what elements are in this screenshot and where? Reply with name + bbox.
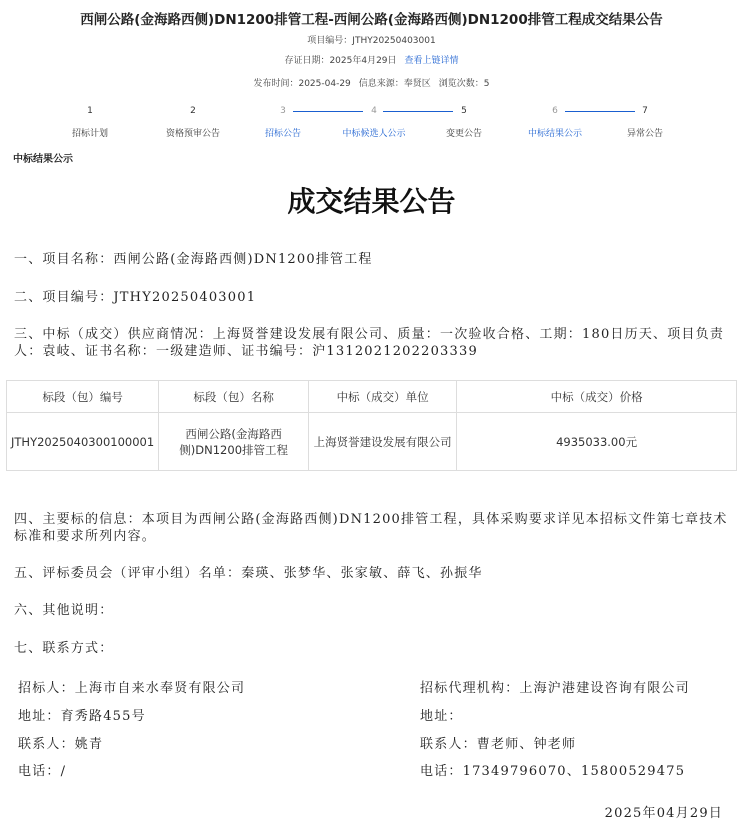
process-steps (0, 104, 743, 144)
table-cell: 西闸公路(金海路西侧)DN1200排管工程 (159, 413, 309, 471)
step-label: 中标结果公示 (527, 129, 582, 139)
step-prequalification[interactable] (148, 104, 238, 139)
table-cell: JTHY2025040300100001 (7, 413, 159, 471)
page-title: 西闸公路(金海路西侧)DN1200排管工程-西闸公路(金海路西侧)DN1200排管工程成交结果公告 (80, 12, 663, 28)
contact-heading: 七、联系方式： (14, 641, 114, 656)
tenderer-name: 招标人：上海市自来水奉贤有限公司 (18, 681, 246, 696)
step-number: 3 (280, 106, 286, 116)
column-header: 中标（成交）价格 (457, 381, 737, 413)
result-table (6, 380, 737, 471)
main-subject-info: 四、主要标的信息：本项目为西闸公路(金海路西侧)DN1200排管工程，具体采购要求详见本招标文件第七章技术标准和要求所列内容。 (14, 512, 728, 544)
column-header: 标段（包）编号 (7, 381, 159, 413)
step-label: 招标公告 (264, 129, 301, 139)
document-title: 成交结果公告 (287, 185, 456, 218)
view-count: 浏览次数：5 (438, 79, 490, 89)
signature-date: 2025年04月29日 (604, 806, 723, 821)
step-number: 2 (190, 106, 196, 116)
agency-contact: 联系人：曹老师、钟老师 (420, 737, 577, 752)
agency-name: 招标代理机构：上海沪港建设咨询有限公司 (420, 681, 690, 696)
deposit-date: 存证日期：2025年4月29日 (284, 56, 397, 66)
info-source: 信息来源：奉贤区 (358, 79, 431, 89)
deposit-line (0, 53, 743, 66)
publish-time: 发布时间：2025-04-29 (253, 79, 351, 89)
supplier-info: 三、中标（成交）供应商情况：上海贤誉建设发展有限公司、质量：一次验收合格、工期：180日历天、项目负责人：袁岐、证书名称：一级建造师、证书编号：沪1312021202203339 (14, 327, 725, 359)
step-tender-notice[interactable] (238, 104, 328, 139)
tenderer-address: 地址：育秀路455号 (18, 709, 146, 724)
agency-phone: 电话：17349796070、15800529475 (420, 764, 686, 779)
step-label: 中标候选人公示 (342, 129, 406, 139)
step-label: 变更公告 (445, 129, 482, 139)
tenderer-phone: 电话：/ (18, 764, 67, 779)
step-result-notice[interactable] (510, 104, 600, 139)
step-number: 1 (87, 106, 93, 116)
tenderer-contact: 联系人：姚青 (18, 737, 104, 752)
step-number: 6 (552, 106, 558, 116)
other-notes: 六、其他说明： (14, 603, 114, 618)
step-label: 资格预审公告 (165, 129, 220, 139)
section-label: 中标结果公示 (13, 154, 73, 165)
column-header: 标段（包）名称 (159, 381, 309, 413)
step-exception-notice[interactable] (600, 104, 690, 139)
step-label: 异常公告 (626, 129, 663, 139)
project-code: 二、项目编号：JTHY20250403001 (14, 290, 257, 305)
committee-list: 五、评标委员会（评审小组）名单：秦瑛、张梦华、张家敏、薛飞、孙振华 (14, 566, 483, 581)
project-number: 项目编号：JTHY20250403001 (307, 36, 436, 46)
step-number: 5 (461, 106, 467, 116)
step-candidate-notice[interactable] (329, 104, 419, 139)
table-cell: 4935033.00元 (457, 413, 737, 471)
step-number: 7 (642, 106, 648, 116)
agency-address: 地址： (420, 709, 463, 724)
table-cell: 上海贤誉建设发展有限公司 (309, 413, 457, 471)
chain-detail-link[interactable]: 查看上链详情 (404, 56, 459, 66)
step-change-notice[interactable] (419, 104, 509, 139)
publish-info (0, 76, 743, 89)
step-bidding-plan[interactable] (45, 104, 135, 139)
table-header-row (7, 381, 737, 413)
column-header: 中标（成交）单位 (309, 381, 457, 413)
step-number: 4 (371, 106, 377, 116)
table-row (7, 413, 737, 471)
step-label: 招标计划 (71, 129, 108, 139)
project-name: 一、项目名称：西闸公路(金海路西侧)DN1200排管工程 (14, 252, 373, 267)
